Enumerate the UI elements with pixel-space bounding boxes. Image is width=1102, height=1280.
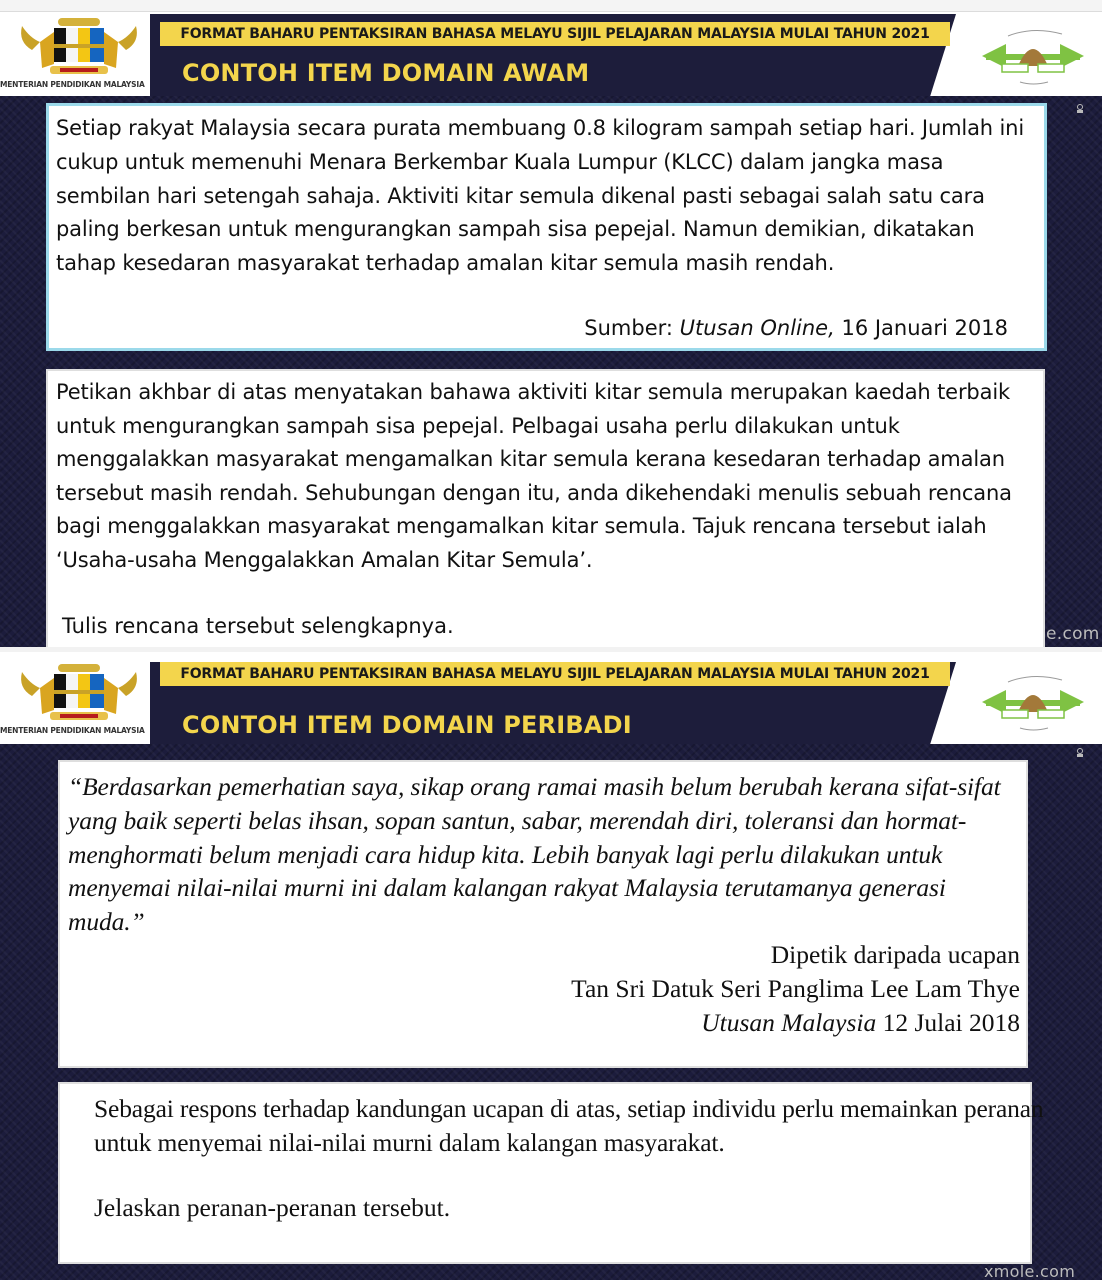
format-title: FORMAT BAHARU PENTAKSIRAN BAHASA MELAYU SIJIL PELAJARAN MALAYSIA MULAI TAHUN 2021 [160, 662, 950, 686]
malaysia-crest-icon [14, 658, 144, 728]
lembaga-peperiksaan-logo-icon [978, 24, 1088, 90]
source-date: 16 Januari 2018 [834, 316, 1008, 340]
lembaga-peperiksaan-logo-icon [978, 670, 1088, 736]
malaysia-crest-icon [14, 12, 144, 82]
top-strip [0, 0, 1102, 12]
source-publication: Utusan Online, [679, 316, 835, 340]
instruction-text: Jelaskan peranan-peranan tersebut. [94, 1193, 451, 1222]
source-citation [520, 312, 1008, 344]
pin-icon [1076, 104, 1084, 114]
section-title: CONTOH ITEM DOMAIN AWAM [182, 59, 590, 87]
attribution-publication: Utusan Malaysia [701, 1008, 877, 1037]
speech-quote: “Berdasarkan pemerhatian saya, sikap orang ramai masih belum berubah kerana sifat-sifat yang baik seperti belas ihsan, sopan santun, sabar, merendah diri, toleransi dan hormat-menghormati belum menjadi cara hidup kita. Lebih banyak lagi perlu dilakukan untuk menyemai nilai-nilai murni ini dalam kalangan rakyat Malaysia terutamanya generasi muda.” [68, 772, 1001, 937]
ministry-label: MENTERIAN PENDIDIKAN MALAYSIA [0, 726, 145, 735]
task-text: Sebagai respons terhadap kandungan ucapan di atas, setiap individu perlu memainkan peranan untuk menyemai nilai-nilai murni dalam kalangan masyarakat. [94, 1094, 1044, 1157]
format-title: FORMAT BAHARU PENTAKSIRAN BAHASA MELAYU SIJIL PELAJARAN MALAYSIA MULAI TAHUN 2021 [160, 22, 950, 46]
attribution-date: 12 Julai 2018 [876, 1008, 1020, 1037]
task-text: Petikan akhbar di atas menyatakan bahawa aktiviti kitar semula merupakan kaedah terbaik untuk mengurangkan sampah sisa pepejal. Pelbagai usaha perlu dilakukan untuk menggalakkan masyarakat mengamalkan kitar semula kerana kesedaran terhadap amalan tersebut masih rendah. Sehubungan dengan itu, anda dikehendaki menulis sebuah rencana bagi menggalakkan masyarakat mengamalkan kitar semula. Tajuk rencana tersebut ialah ‘Usaha-usaha Menggalakkan Amalan Kitar Semula’. [56, 380, 1012, 572]
attribution-line-3 [420, 1006, 1020, 1040]
ministry-label: MENTERIAN PENDIDIKAN MALAYSIA [0, 80, 145, 89]
section-title: CONTOH ITEM DOMAIN PERIBADI [182, 711, 632, 739]
watermark: e.com [1046, 624, 1100, 644]
pin-icon [1076, 748, 1084, 758]
attribution-line-1: Dipetik daripada ucapan [770, 940, 1020, 969]
watermark: xmole.com [984, 1262, 1076, 1280]
attribution-line-2: Tan Sri Datuk Seri Panglima Lee Lam Thye [571, 974, 1020, 1003]
source-prefix: Sumber: [584, 316, 680, 340]
instruction-text: Tulis rencana tersebut selengkapnya. [62, 614, 454, 638]
stimulus-passage: Setiap rakyat Malaysia secara purata membuang 0.8 kilogram sampah setiap hari. Jumlah ini cukup untuk memenuhi Menara Berkembar Kuala Lumpur (KLCC) dalam jangka masa sembilan hari setengah sahaja. Aktiviti kitar semula dikenal pasti sebagai salah satu cara paling berkesan untuk mengurangkan sampah sisa pepejal. Namun demikian, dikatakan tahap kesedaran masyarakat terhadap amalan kitar semula masih rendah. [56, 116, 1025, 276]
quote-attribution [420, 938, 1020, 1040]
